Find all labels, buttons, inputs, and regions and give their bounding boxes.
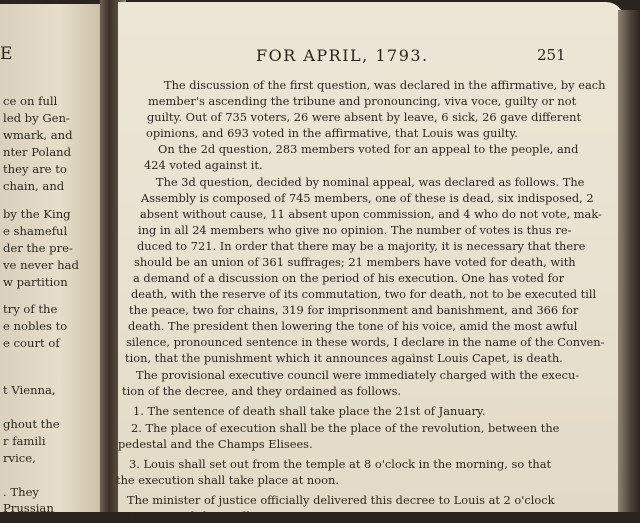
text-line: pedestal and the Champs Elisees. [118,437,313,451]
text-line: tion of the decree, and they ordained as follows. [122,384,402,398]
text-line: absent without cause, 11 absent upon commission, and 4 who do not vote, mak- [140,207,602,221]
text-line: death. The president then lowering the tone of his voice, amid the most awful [128,319,578,333]
text-line: the peace, two for chains, 319 for imprisonment and banishment, and 366 for [129,303,579,317]
text-line: The discussion of the first question, was declared in the affirmative, by each [164,78,606,92]
text-line: The 3d question, decided by nominal appeal, was declared as follows. The [156,175,585,189]
left-line: they are to [3,162,67,176]
text-line: 3. Louis shall set out from the temple at 8 o'clock in the morning, so that [129,457,552,471]
left-line: der the pre- [3,241,73,255]
left-line: ve never had [3,258,79,272]
right-page-edge [618,10,640,512]
left-line: e nobles to [3,319,68,333]
text-line: death, with the reserve of its commutation, two for death, not to be executed till [131,287,597,301]
text-line: ing in all 24 members who give no opinion. The number of votes is thus re- [138,223,572,237]
left-line: wmark, and [3,128,73,142]
left-line: led by Gen- [3,111,70,125]
left-line: chain, and [3,179,65,193]
left-line: ce on full [3,94,58,108]
text-line: silence, pronounced sentence in these words, I declare in the name of the Conven- [126,335,605,349]
text-line: member's ascending the tribune and pronouncing, viva voce, guilty or not [148,94,577,108]
text-line: Assembly is composed of 745 members, one of these is dead, six indisposed, 2 [141,191,594,205]
left-line: try of the [3,302,58,316]
left-line: r famili [3,434,46,448]
left-line: . They [3,485,39,499]
text-line: On the 2d question, 283 members voted for an appeal to the people, and [158,142,579,156]
page-number: 251 [537,46,566,64]
left-line: t Vienna, [3,383,56,397]
left-line: ghout the [3,417,60,431]
text-line: The minister of justice officially delivered this decree to Louis at 2 o'clock [127,493,555,507]
text-line: 2. The place of execution shall be the place of the revolution, between the [131,421,560,435]
left-line: nter Poland [3,145,72,159]
left-line: by the King [3,207,71,221]
text-line: a demand of a discussion on the period of his execution. One has voted for [133,271,565,285]
text-line: guilty. Out of 735 voters, 26 were absent by leave, 6 sick, 26 gave different [147,110,582,124]
left-line: e court of [3,336,60,350]
left-line: Prussian [3,501,54,512]
left-page [0,4,108,512]
text-line: duced to 721. In order that there may be a majority, it is necessary that there [137,239,586,253]
text-line: The provisional executive council were immediately charged with the execu- [136,368,580,382]
text-line: tion, that the punishment which it announces against Louis Capet, is death. [125,351,563,365]
left-line: w partition [3,275,68,289]
text-line: the execution shall take place at noon. [116,473,339,487]
text-line: opinions, and 693 voted in the affirmative, that Louis was guilty. [146,126,518,140]
text-line: 424 voted against it. [144,158,263,172]
running-head: FOR APRIL, 1793. [256,46,429,65]
text-line: should be an union of 361 suffrages; 21 members have voted for death, with [134,255,576,269]
left-page-corner-letter: E [0,44,14,64]
left-line: rvice, [3,451,36,465]
text-line: He received the intelli [125,509,254,523]
left-line: e shameful [3,224,68,238]
text-line: 1. The sentence of death shall take place the 21st of January. [133,404,486,418]
